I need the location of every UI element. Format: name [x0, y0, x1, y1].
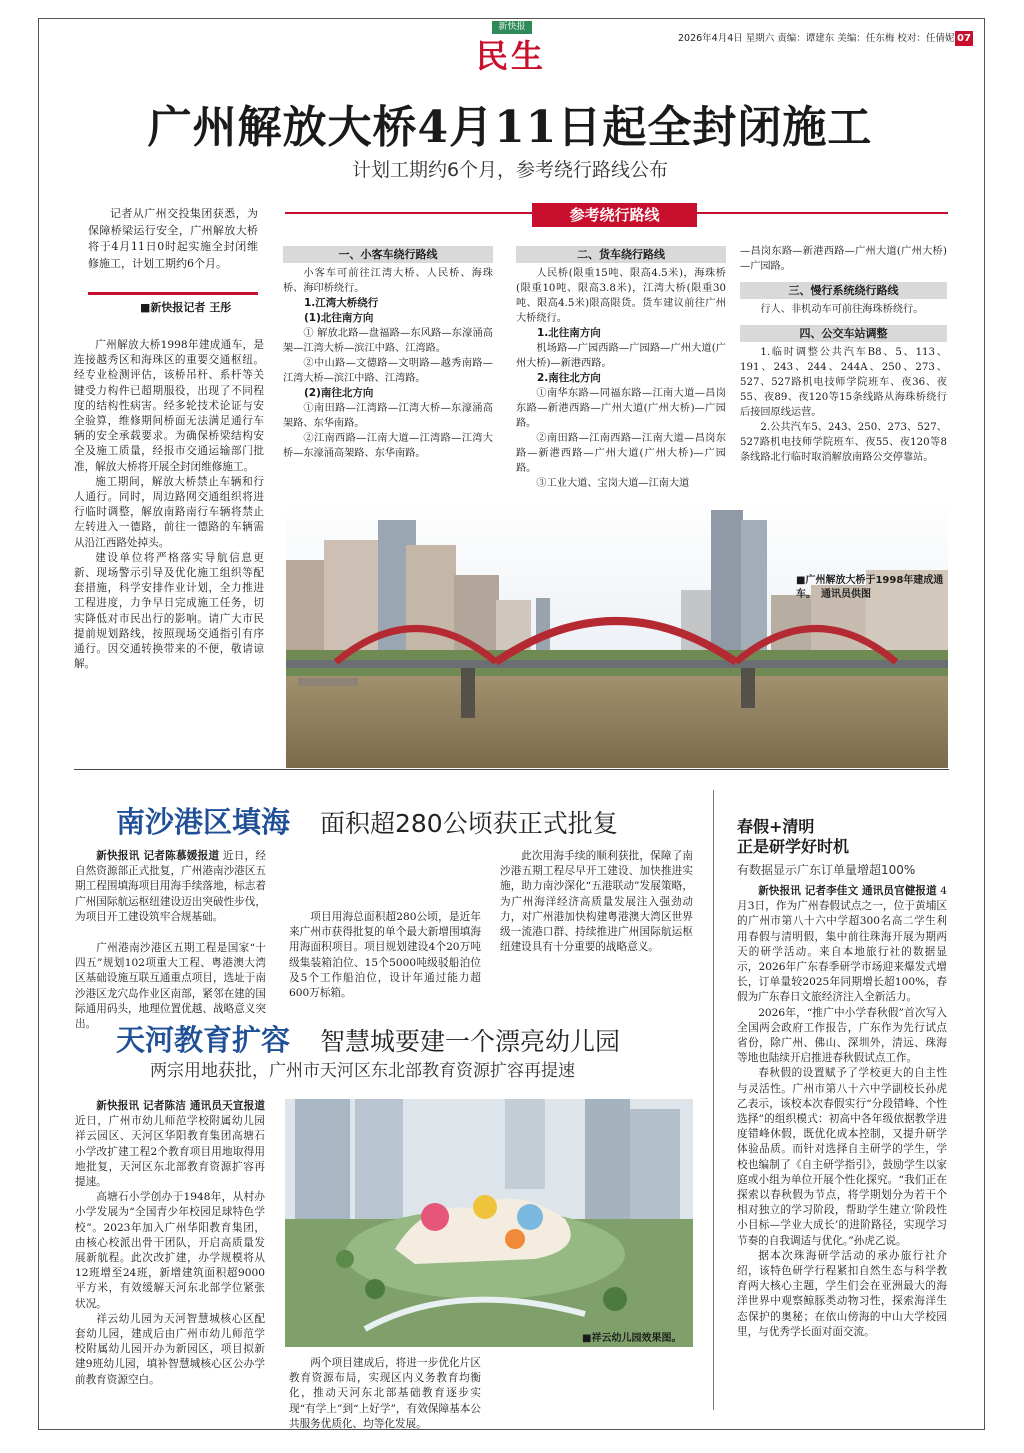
column-badge: 新快报: [492, 21, 532, 34]
tianhe-col2: [289, 1356, 481, 1432]
kindergarten-photo-caption: ■祥云幼儿园效果图。: [582, 1333, 682, 1344]
spring-paragraph: 春秋假的设置赋予了学校更大的自主性与灵活性。广州市第八十六中学副校长孙虎乙表示，该校本次春假实行“分段错峰、个性选择”的组织模式：初高中各年级依据教学进度错峰休假，既优化成本控制，又提升研学体验品质。而针对选择自主研学的学生，学校也编制了《自主研学指引》，鼓励学生以家庭或小组为单位开展个性化探究。“我们正在探索以春秋假为节点，将学期划分为若干个相对独立的学习阶段，帮助学生建立‘阶段性小目标—学业大成长’的进阶路径，实现学习节奏的自我调适与优化。”孙虎乙说。: [737, 1067, 947, 1247]
spring-kicker: 春假+清明: [737, 817, 815, 836]
route-other: [740, 244, 947, 465]
nansha-col1: [75, 849, 266, 925]
kindergarten-photo: [285, 1099, 693, 1347]
spring-subtitle: 有数据显示广东订单量增超100%: [737, 863, 916, 877]
tianhe-paragraph: 两个项目建成后，将进一步优化片区教育资源布局，实现区内义务教育均衡化，推动天河东北部基础教育逐步实现“有学上”到“上好学”，有效保障基本公共服务优质化、均等化发展。: [289, 1357, 481, 1430]
route-text: —昌岗东路—新港西路—广州大道(广州大桥)—广园路。: [740, 246, 947, 272]
route-heading-slow: 三、慢行系统绕行路线: [740, 282, 947, 299]
nansha-paragraph: 项目用海总面积超280公顷，是近年来广州市获得批复的单个最大新增围填海用海面积项目。项目规划建设4个20万吨级集装箱泊位、15个5000吨级驳船泊位及5个工作船泊位，设计年通过能力超600万标箱。: [289, 911, 481, 1000]
nansha-paragraph: 近日，经自然资源部正式批复，广州港南沙港区五期工程围填海项目用海手续落地，标志着广州国际航运枢纽建设迈出突破性步伐，为项目开工建设筑牢合规基础。: [75, 850, 267, 923]
route-heading-truck: 二、货车绕行路线: [516, 246, 726, 263]
tianhe-paragraph: 近日，广州市幼儿师范学校附属幼儿园祥云园区、天河区华阳教育集团高塘石小学改扩建工程2个教育项目用地取得用地批复，天河区东北部教育资源扩容再提速。: [75, 1115, 265, 1189]
nansha-byline: 新快报讯 记者陈慕媛报道: [96, 850, 220, 862]
route-subheading: 2.南往北方向: [537, 372, 601, 384]
route-text: 人民桥(限重15吨、限高4.5米)，海珠桥(限重10吨、限高3.8米)，江湾大桥(限重30吨、限高4.5米)限高限货。货车建议前往广州大桥绕行。: [516, 268, 726, 324]
nansha-col4: [500, 849, 693, 955]
lead-paragraph: 广州解放大桥1998年建成通车，是连接越秀区和海珠区的重要交通枢纽。经专业检测评估，该桥吊杆、系杆等关键受力构件已超期服役，出现了不同程度的结构性病害。经多轮技术论证与安全验算，维修期间桥面无法满足通行车辆的安全承载要求。为确保桥梁结构安全及施工质量，经报市交通运输部门批准，解放大桥将开展全封闭维修施工。: [74, 339, 264, 473]
tianhe-paragraph: 祥云幼儿园为天河智慧城核心区配套幼儿园，建成后由广州市幼儿师范学校附属幼儿园开办为新园区，项目拟新建9班幼儿园，填补智慧城核心区公办学前教育资源空白。: [75, 1312, 265, 1386]
route-text: 行人、非机动车可前往海珠桥绕行。: [760, 304, 924, 315]
route-text: ①南田路—江湾路—江湾大桥—东濠涌高架路、东华南路。: [283, 403, 493, 429]
nansha-col1b: [75, 941, 266, 1032]
lead-summary: 记者从广州交投集团获悉，为保障桥梁运行安全，广州解放大桥将于4月11日0时起实施全封闭维修施工，计划工期约6个月。: [88, 207, 258, 270]
spring-paragraph: 4月3日，作为广州春假试点之一，位于黄埔区的广州市第八十六中学超300名高二学生利用春假与清明假，集中前往珠海开展为期两天的研学活动。来自本地旅行社的数据显示，2026年广东春季研学市场迎来爆发式增长，订单量较2025年同期增长超100%，春假为广东春日文旅经济注入全新活力。: [737, 885, 947, 1004]
route-text: 1.临时调整公共汽车B8、5、113、191、243、244、244A、250、273、527、527路机电技师学院班车、夜36、夜55、夜89、夜120等15条线路从海珠桥绕行后接回原线运营。: [740, 347, 947, 418]
route-subheading: 1.北往南方向: [537, 327, 601, 339]
route-subheading: 1.江湾大桥绕行: [304, 297, 379, 309]
tianhe-subtitle: 智慧城要建一个漂亮幼儿园: [320, 1027, 621, 1056]
bridge-photo-caption: ■广州解放大桥于1998年建成通车。 通讯员供图: [796, 575, 944, 600]
nansha-title: 南沙港区填海: [116, 805, 291, 839]
spring-paragraph: 据本次珠海研学活动的承办旅行社介绍，该特色研学行程紧扣自然生态与科学教育两大核心主题，学生们会在亚洲最大的海洋世界中观察鲸豚类动物习性，探索海洋生态保护的奥秘；在依山傍海的中山大学校园里，与优秀学长面对面交流。: [737, 1249, 947, 1338]
route-text: 机场路—广园西路—广园路—广州大道(广州大桥)—新港西路。: [516, 343, 726, 369]
lead-byline: ■新快报记者 王彤: [140, 301, 232, 314]
nansha-paragraph: 广州港南沙港区五期工程是国家“十四五”规划102项重大工程、粤港澳大湾区基础设施互联互通重点项目，选址于南沙港区龙穴岛作业区南部，紧邻在建的国际通用码头，地理位置优越、战略意义突出。: [75, 942, 266, 1031]
route-subheading: (1)北往南方向: [304, 312, 374, 324]
tianhe-title: 天河教育扩容: [116, 1023, 291, 1057]
nansha-paragraph: 此次用海手续的顺利获批，保障了南沙港五期工程尽早开工建设、加快推进实施，助力南沙深化“五港联动”发展策略，为广州海洋经济高质量发展注入强劲动力，对广州港加快构建粤港澳大湾区世界级一流港口群、持续推进广州国际航运枢纽建设具有十分重要的战略意义。: [500, 850, 693, 954]
tianhe-deck: 两宗用地获批，广州市天河区东北部教育资源扩容再提速: [150, 1061, 575, 1081]
route-text: ① 解放北路—盘福路—东风路—东濠涌高架—江湾大桥—滨江中路、江湾路。: [283, 328, 493, 354]
spring-paragraph: 2026年，“推广中小学春秋假”首次写入全国两会政府工作报告，广东作为先行试点省份，除广州、佛山、深圳外，清远、珠海等地也陆续开启推进春秋假试点工作。: [737, 1006, 947, 1065]
route-text: ②南田路—江南西路—江南大道—昌岗东路—新港西路—广州大道(广州大桥)—广园路。: [516, 433, 726, 474]
page-number: 07: [955, 31, 973, 46]
route-text: 2.公共汽车5、243、250、273、527、527路机电技师学院班车、夜55、夜120等8条线路北行临时取消解放南路公交停靠站。: [740, 422, 947, 463]
nansha-subtitle: 面积超280公顷获正式批复: [320, 809, 618, 838]
column-divider: [713, 790, 714, 1410]
route-text: ③工业大道、宝岗大道—江南大道: [536, 478, 690, 489]
route-heading-bus: 四、公交车站调整: [740, 325, 947, 342]
route-text: 小客车可前往江湾大桥、人民桥、海珠桥、海印桥绕行。: [283, 268, 493, 294]
tianhe-col1: [75, 1099, 265, 1388]
summary-rule: [88, 292, 258, 295]
nansha-col3: [289, 910, 481, 1001]
route-text: ②江南西路—江南大道—江湾路—江湾大桥—东濠涌高架路、东华南路。: [283, 433, 493, 459]
tianhe-paragraph: 高塘石小学创办于1948年，从村办小学发展为“全国青少年校园足球特色学校”。2023年加入广州华阳教育集团，由核心校派出骨干团队，开启高质量发展新航程。此次改扩建，办学规模将从12班增至24班，新增建筑面积超9000平方米，有效缓解天河东北部学位紧张状况。: [75, 1191, 265, 1310]
lead-paragraph: 建设单位将严格落实导航信息更新、现场警示引导及优化施工组织等配套措施，科学安排作业计划，全力推进工程进度，力争早日完成施工任务，切实降低对市民出行的影响。请广大市民提前规划路线，按照现场交通指引有序通行。因交通转换带来的不便，敬请谅解。: [74, 551, 264, 671]
page-meta: 2026年4月4日 星期六 责编：谭建东 美编：任东梅 校对：任倩妮: [678, 33, 955, 44]
lead-subheadline: 计划工期约6个月，参考绕行路线公布: [351, 159, 669, 181]
lead-headline: 广州解放大桥4月11日起全封闭施工: [147, 102, 873, 153]
route-text: ①南华东路—同福东路—江南大道—昌岗东路—新港西路—广州大道(广州大桥)—广园路。: [516, 388, 726, 429]
spring-byline: 新快报讯 记者李佳文 通讯员官健报道: [758, 885, 937, 897]
section-divider: [74, 769, 949, 770]
route-heading-car: 一、小客车绕行路线: [283, 246, 493, 263]
bridge-photo: [286, 500, 948, 768]
tianhe-byline: 新快报讯 记者陈洁 通讯员天宣报道: [96, 1100, 265, 1112]
route-car: [283, 244, 493, 461]
column-name: 民生: [476, 37, 547, 75]
detour-banner: 参考绕行路线: [532, 203, 697, 227]
lead-body: [74, 338, 264, 672]
lead-paragraph: 施工期间，解放大桥禁止车辆和行人通行。同时，周边路网交通组织将进行临时调整，解放南路南行车辆将禁止左转进入一德路，前往一德路的车辆需从沿江西路处掉头。: [74, 475, 264, 549]
route-text: ②中山路—文德路—文明路—越秀南路—江湾大桥—滨江中路、江湾路。: [283, 358, 493, 384]
route-truck: [516, 244, 726, 491]
spring-title: 正是研学好时机: [737, 837, 850, 856]
spring-body: [737, 884, 947, 1340]
route-subheading: (2)南往北方向: [304, 387, 374, 399]
